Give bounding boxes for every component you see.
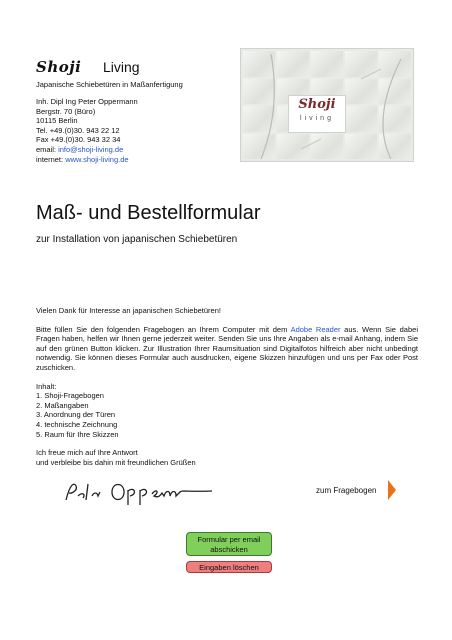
- page-title: Maß- und Bestellformular: [36, 202, 261, 224]
- contact-tel: Tel. +49.(0)30. 943 22 12: [36, 125, 120, 135]
- contact-block: [36, 97, 138, 164]
- toc-item: 2. Maßangaben: [36, 400, 89, 410]
- badge-word: Shoji: [298, 97, 336, 112]
- toc-item: 4. technische Zeichnung: [36, 419, 118, 429]
- toc-item: 1. Shoji-Fragebogen: [36, 391, 104, 401]
- contact-street: Bergstr. 70 (Büro): [36, 106, 96, 116]
- shoji-photo: [240, 48, 414, 162]
- email-link[interactable]: info@shoji-living.de: [58, 144, 124, 154]
- send-email-button[interactable]: Formular per email abschicken: [186, 532, 272, 556]
- page-subtitle: zur Installation von japanischen Schiebetüren: [36, 234, 238, 245]
- closing-line-1: Ich freue mich auf Ihre Antwort: [36, 448, 138, 458]
- brand-logo-word: Shoji: [36, 58, 82, 76]
- brand-tagline: Japanische Schiebetüren in Maßanfertigung: [36, 80, 183, 89]
- clear-form-button[interactable]: Eingaben löschen: [186, 561, 272, 573]
- instructions-paragraph: Bitte füllen Sie den folgenden Fragebogen an Ihrem Computer mit dem Adobe Reader aus. Wenn Sie dabei Fragen haben, helfen wir Ihnen gerne jederzeit weiter. Senden Sie uns Ihre Angaben als e-mail Anhang, indem Sie auf den grünen Button klicken. Zur Illustration Ihrer Raumsituation sind Digitalfotos hilfreich aber nicht unbedingt notwendig. Sie können dieses Formular auch ausdrucken, eigene Skizzen hinzufügen und uns per Fax oder Post zuschicken.: [36, 324, 418, 372]
- brand-logo-suffix: Living: [103, 59, 140, 75]
- contact-fax: Fax +49.(0)30. 943 32 34: [36, 135, 121, 145]
- toc-title: Inhalt:: [36, 381, 57, 391]
- contact-city: 10115 Berlin: [36, 116, 78, 126]
- body-text: [36, 306, 418, 467]
- toc-item: 3. Anordnung der Türen: [36, 410, 116, 420]
- internet-label: internet:: [36, 154, 66, 164]
- contact-internet-line: [36, 155, 138, 165]
- handwritten-signature: [64, 478, 214, 506]
- toc-item: 5. Raum für Ihre Skizzen: [36, 429, 119, 439]
- email-label: email:: [36, 144, 59, 154]
- contact-email-line: [36, 145, 138, 155]
- badge-sub: living: [300, 115, 334, 122]
- website-link[interactable]: www.shoji-living.de: [65, 154, 129, 164]
- adobe-reader-link[interactable]: Adobe Reader: [290, 324, 341, 334]
- next-arrow-icon[interactable]: [388, 480, 396, 500]
- closing-line-2: und verbleibe bis dahin mit freundlichen Grüßen: [36, 457, 196, 467]
- questionnaire-link[interactable]: zum Fragebogen: [316, 486, 377, 495]
- intro-paragraph: Vielen Dank für Interesse an japanischen Schiebetüren!: [36, 306, 221, 315]
- toc-list: [36, 391, 418, 439]
- shoji-living-badge: [288, 95, 346, 133]
- contact-name: Inh. Dipl Ing Peter Oppermann: [36, 97, 138, 106]
